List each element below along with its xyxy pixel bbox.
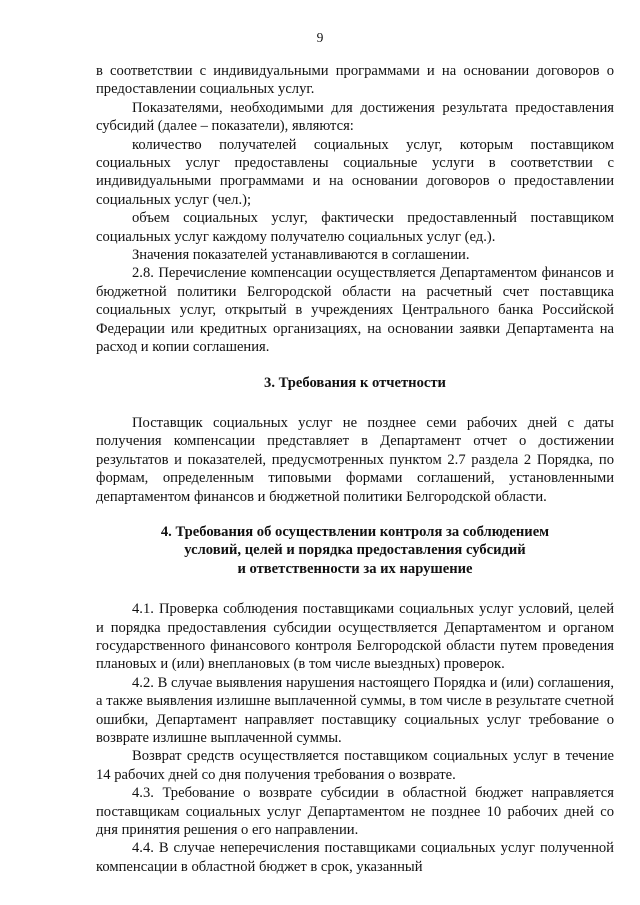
paragraph-2-8: 2.8. Перечисление компенсации осуществляется Департаментом финансов и бюджетной политики Белгородской области на расчетный счет поставщика социальных услуг, открытый в учреждениях Центрального банка Российской Федерации или кредитных организациях, на основании заявки Департамента на расход и копии соглашения. [96, 265, 614, 356]
paragraph-reporting: Поставщик социальных услуг не позднее семи рабочих дней с даты получения компенсации представляет в Департамент отчет о достижении результатов и показателей, предусмотренных пунктом 2.7 раздела 2 Порядка, по формам, определенным типовыми формами соглашений, установленными департаментом финансов и бюджетной политики Белгородской области. [96, 414, 614, 505]
paragraph-4-4: 4.4. В случае неперечисления поставщиками социальных услуг полученной компенсации в областной бюджет в срок, указанный [96, 840, 614, 875]
section-4-heading-line-2: условий, целей и порядка предоставления субсидий [184, 542, 526, 559]
paragraph-4-2: 4.2. В случае выявления нарушения настоящего Порядка и (или) соглашения, а также выявления излишне выплаченной суммы, в том числе в результате счетной ошибки, Департамент направляет поставщику социальных услуг требование о возврате излишне выплаченной суммы. [96, 674, 614, 746]
paragraph-indicator-recipients: количество получателей социальных услуг, которым поставщиком социальных услуг предоставлены социальные услуги в соответствии с индивидуальными программами и на основании договоров о предоставлении социальных услуг (чел.); [96, 136, 614, 208]
paragraph-continuation: в соответствии с индивидуальными программами и на основании договоров о предоставлении социальных услуг. [96, 63, 614, 98]
paragraph-refund-term: Возврат средств осуществляется поставщиком социальных услуг в течение 14 рабочих дней со дня получения требования о возврате. [96, 748, 614, 783]
section-4-heading [96, 523, 614, 578]
paragraph-4-3: 4.3. Требование о возврате субсидии в областной бюджет направляется поставщикам социальных услуг Департаментом не позднее 10 рабочих дней со дня принятия решения о его направлении. [96, 785, 614, 839]
paragraph-indicators-intro: Показателями, необходимыми для достижения результата предоставления субсидий (далее – показатели), являются: [96, 99, 614, 135]
section-3-heading: 3. Требования к отчетности [264, 374, 446, 391]
paragraph-indicator-volume: объем социальных услуг, фактически предоставленный поставщиком социальных услуг каждому получателю социальных услуг (ед.). [96, 210, 614, 245]
page-number: 9 [316, 30, 324, 45]
section-4-heading-line-3: и ответственности за их нарушение [237, 560, 473, 577]
section-4-heading-line-1: 4. Требования об осуществлении контроля за соблюдением [160, 523, 550, 540]
document-body [96, 62, 614, 876]
paragraph-indicator-values: Значения показателей устанавливаются в соглашении. [132, 247, 470, 264]
paragraph-4-1: 4.1. Проверка соблюдения поставщиками социальных услуг условий, целей и порядка предоставления субсидии осуществляется Департаментом и органом государственного финансового контроля Белгородской области путем проведения плановых и (или) внеплановых (в том числе выездных) проверок. [96, 601, 614, 673]
